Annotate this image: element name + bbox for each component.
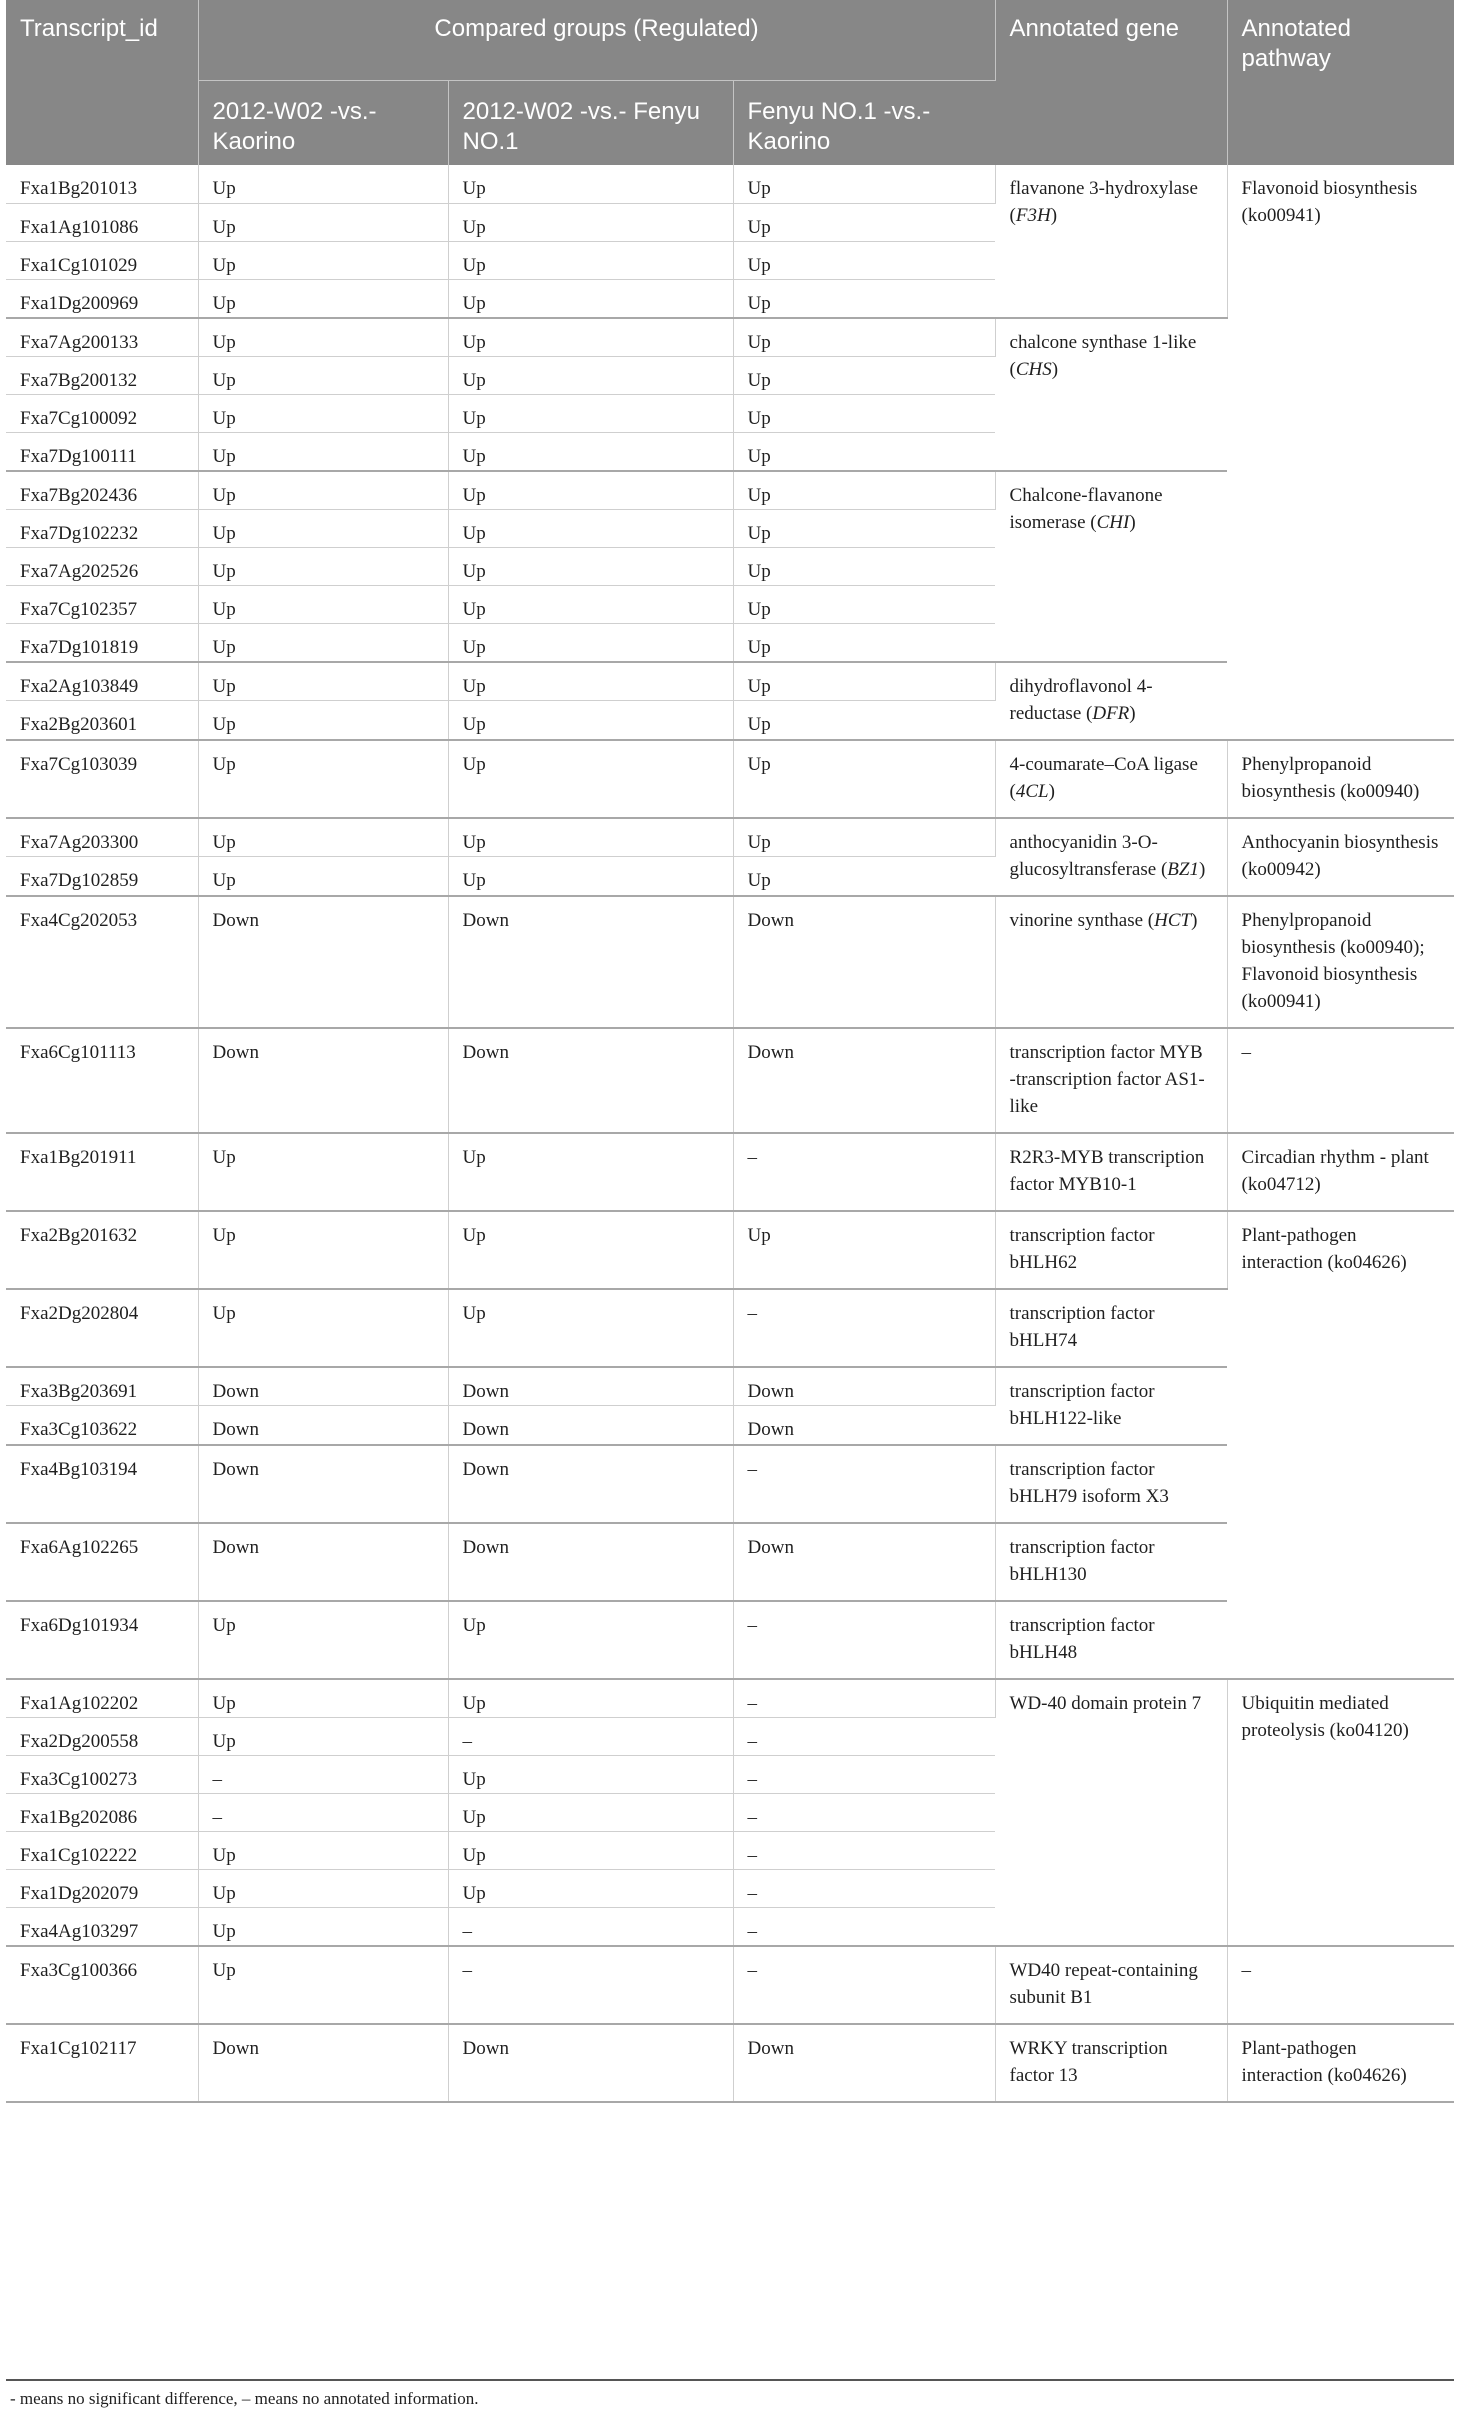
cell-annotated-gene [995, 1445, 1227, 1523]
cell-annotated-pathway: Plant-pathogen interaction (ko04626) [1227, 2024, 1454, 2102]
cell-group-2: Up [448, 662, 733, 701]
cell-group-3: – [733, 1133, 995, 1211]
cell-group-2: Up [448, 1601, 733, 1679]
cell-group-2: Up [448, 318, 733, 357]
cell-transcript-id: Fxa1Bg202086 [6, 1793, 198, 1831]
cell-group-3: – [733, 1755, 995, 1793]
cell-annotated-gene: 4-coumarate–CoA ligase (4CL) [995, 740, 1227, 818]
table-row [6, 740, 1454, 818]
cell-annotated-pathway: – [1227, 1028, 1454, 1133]
cell-transcript-id: Fxa6Ag102265 [6, 1523, 198, 1601]
cell-transcript-id: Fxa7Dg102859 [6, 857, 198, 896]
cell-group-1: Up [198, 1601, 448, 1679]
cell-transcript-id: Fxa3Cg100273 [6, 1755, 198, 1793]
transcript-table [6, 0, 1454, 2103]
cell-group-3: – [733, 1946, 995, 2024]
cell-group-1: Down [198, 1367, 448, 1406]
cell-transcript-id: Fxa2Ag103849 [6, 662, 198, 701]
cell-group-3: Up [733, 509, 995, 547]
cell-group-3: Down [733, 2024, 995, 2102]
cell-annotated-gene [995, 1289, 1227, 1367]
cell-annotated-gene [995, 1601, 1227, 1679]
cell-group-2: Down [448, 896, 733, 1028]
cell-group-2: Up [448, 1289, 733, 1367]
cell-group-1: Down [198, 1523, 448, 1601]
cell-annotated-pathway: – [1227, 1946, 1454, 2024]
cell-group-3: Down [733, 1523, 995, 1601]
cell-group-2: Up [448, 740, 733, 818]
cell-transcript-id: Fxa7Ag203300 [6, 818, 198, 857]
gene-name-text: 4-coumarate–CoA ligase [1009, 753, 1198, 775]
cell-group-3: Up [733, 279, 995, 318]
cell-transcript-id: Fxa7Bg200132 [6, 356, 198, 394]
cell-group-3: – [733, 1445, 995, 1523]
table-body [6, 165, 1454, 2102]
cell-transcript-id: Fxa3Cg103622 [6, 1406, 198, 1445]
cell-group-2: Down [448, 1523, 733, 1601]
table-row [6, 1211, 1454, 1289]
cell-transcript-id: Fxa7Cg102357 [6, 585, 198, 623]
cell-group-1: – [198, 1755, 448, 1793]
cell-annotated-pathway: Flavonoid biosynthesis (ko00941) [1227, 165, 1454, 740]
gene-name-text: transcription factor bHLH62 [1009, 1224, 1155, 1273]
cell-group-2: Up [448, 1211, 733, 1289]
table-row [6, 1946, 1454, 2024]
cell-annotated-gene [995, 1523, 1227, 1601]
cell-transcript-id: Fxa1Cg101029 [6, 241, 198, 279]
cell-transcript-id: Fxa7Cg103039 [6, 740, 198, 818]
cell-annotated-gene [995, 1367, 1227, 1445]
cell-group-1: Up [198, 394, 448, 432]
cell-group-1: Up [198, 1946, 448, 2024]
gene-name-text: WRKY transcription factor 13 [1009, 2037, 1168, 2086]
gene-name-text: WD40 repeat-containing subunit B1 [1009, 1959, 1198, 2008]
cell-group-1: Up [198, 318, 448, 357]
cell-transcript-id: Fxa7Cg100092 [6, 394, 198, 432]
cell-transcript-id: Fxa1Dg200969 [6, 279, 198, 318]
cell-group-3: Up [733, 1211, 995, 1289]
cell-transcript-id: Fxa7Dg100111 [6, 432, 198, 471]
cell-group-3: – [733, 1679, 995, 1718]
cell-group-2: Down [448, 1367, 733, 1406]
cell-annotated-gene [995, 1946, 1227, 2024]
cell-group-1: Down [198, 1028, 448, 1133]
cell-group-1: Up [198, 857, 448, 896]
cell-group-3: Up [733, 241, 995, 279]
cell-annotated-gene [995, 1679, 1227, 1946]
gene-name-text: transcription factor bHLH79 isoform X3 [1009, 1458, 1169, 1507]
cell-group-3: Up [733, 585, 995, 623]
cell-group-1: Up [198, 432, 448, 471]
cell-annotated-pathway: Phenylpropanoid biosynthesis (ko00940); Flavonoid biosynthesis (ko00941) [1227, 896, 1454, 1028]
cell-group-3: – [733, 1601, 995, 1679]
cell-group-2: Up [448, 394, 733, 432]
gene-symbol: BZ1 [1167, 858, 1199, 880]
cell-group-2: Up [448, 857, 733, 896]
cell-transcript-id: Fxa2Dg200558 [6, 1717, 198, 1755]
cell-transcript-id: Fxa7Dg102232 [6, 509, 198, 547]
cell-group-1: Up [198, 547, 448, 585]
table-row [6, 1679, 1454, 1718]
cell-group-2: Up [448, 241, 733, 279]
cell-annotated-gene: dihydroflavonol 4-reductase (DFR) [995, 662, 1227, 740]
gene-name-text: anthocyanidin 3-O-glucosyltransferase [1009, 831, 1161, 880]
cell-annotated-pathway: Anthocyanin biosynthesis (ko00942) [1227, 818, 1454, 896]
cell-group-2: Up [448, 432, 733, 471]
cell-group-1: Down [198, 1445, 448, 1523]
cell-group-2: Up [448, 818, 733, 857]
cell-transcript-id: Fxa2Dg202804 [6, 1289, 198, 1367]
cell-group-3: Up [733, 740, 995, 818]
cell-group-1: Up [198, 818, 448, 857]
table-row [6, 1028, 1454, 1133]
cell-transcript-id: Fxa4Ag103297 [6, 1907, 198, 1946]
header-group-2: 2012-W02 -vs.- Fenyu NO.1 [448, 81, 733, 166]
cell-annotated-pathway: Ubiquitin mediated proteolysis (ko04120) [1227, 1679, 1454, 1946]
cell-transcript-id: Fxa6Dg101934 [6, 1601, 198, 1679]
cell-transcript-id: Fxa1Cg102117 [6, 2024, 198, 2102]
cell-group-3: Down [733, 1406, 995, 1445]
cell-group-2: Up [448, 509, 733, 547]
cell-group-3: Up [733, 701, 995, 740]
cell-transcript-id: Fxa7Bg202436 [6, 471, 198, 510]
cell-annotated-gene [995, 1028, 1227, 1133]
cell-transcript-id: Fxa1Dg202079 [6, 1869, 198, 1907]
cell-group-2: Up [448, 279, 733, 318]
cell-group-3: Up [733, 662, 995, 701]
table-row [6, 1133, 1454, 1211]
cell-group-3: – [733, 1793, 995, 1831]
cell-transcript-id: Fxa7Ag202526 [6, 547, 198, 585]
gene-symbol: CHS [1015, 358, 1052, 380]
header-annotated-gene: Annotated gene [995, 0, 1227, 165]
table-row [6, 818, 1454, 857]
cell-group-1: – [198, 1793, 448, 1831]
cell-group-2: Up [448, 471, 733, 510]
cell-group-1: Up [198, 203, 448, 241]
cell-group-1: Down [198, 896, 448, 1028]
cell-group-2: Down [448, 1445, 733, 1523]
cell-group-3: Up [733, 394, 995, 432]
cell-transcript-id: Fxa4Cg202053 [6, 896, 198, 1028]
cell-group-1: Up [198, 1717, 448, 1755]
cell-group-1: Up [198, 1907, 448, 1946]
gene-symbol: F3H [1015, 205, 1051, 226]
cell-group-1: Up [198, 1133, 448, 1211]
gene-symbol: DFR [1092, 702, 1130, 724]
cell-group-1: Up [198, 1211, 448, 1289]
header-group-3: Fenyu NO.1 -vs.- Kaorino [733, 81, 995, 166]
cell-group-1: Up [198, 509, 448, 547]
cell-group-1: Up [198, 740, 448, 818]
cell-transcript-id: Fxa1Ag102202 [6, 1679, 198, 1718]
table-row [6, 896, 1454, 1028]
cell-group-3: – [733, 1907, 995, 1946]
table-bottom-rule [6, 2379, 1454, 2381]
cell-group-3: – [733, 1869, 995, 1907]
cell-transcript-id: Fxa1Bg201013 [6, 165, 198, 203]
table-row [6, 2024, 1454, 2102]
cell-group-3: Down [733, 1367, 995, 1406]
cell-group-2: Up [448, 165, 733, 203]
cell-group-2: Up [448, 1831, 733, 1869]
cell-annotated-gene [995, 1133, 1227, 1211]
header-compared-groups: Compared groups (Regulated) [198, 0, 995, 81]
gene-name-text: flavanone 3-hydroxylase [1009, 178, 1198, 199]
cell-group-2: – [448, 1717, 733, 1755]
cell-group-2: – [448, 1946, 733, 2024]
table-header [6, 0, 1454, 165]
cell-group-3: Up [733, 165, 995, 203]
cell-group-3: – [733, 1831, 995, 1869]
cell-group-2: – [448, 1907, 733, 1946]
cell-group-1: Up [198, 356, 448, 394]
cell-annotated-gene: chalcone synthase 1-like (CHS) [995, 318, 1227, 471]
cell-group-1: Up [198, 1869, 448, 1907]
cell-annotated-gene: vinorine synthase (HCT) [995, 896, 1227, 1028]
cell-group-3: Down [733, 896, 995, 1028]
cell-group-3: Up [733, 203, 995, 241]
cell-group-2: Up [448, 701, 733, 740]
gene-name-text: transcription factor bHLH48 [1009, 1614, 1155, 1663]
gene-name-text: Chalcone-flavanone isomerase [1009, 484, 1163, 533]
cell-group-2: Up [448, 1793, 733, 1831]
cell-group-2: Down [448, 1028, 733, 1133]
gene-name-text: WD-40 domain protein 7 [1009, 1692, 1202, 1714]
cell-group-2: Up [448, 1869, 733, 1907]
cell-group-1: Up [198, 241, 448, 279]
cell-annotated-pathway: Phenylpropanoid biosynthesis (ko00940) [1227, 740, 1454, 818]
header-annotated-pathway: Annotated pathway [1227, 0, 1454, 165]
cell-group-3: Up [733, 356, 995, 394]
cell-group-2: Up [448, 1679, 733, 1718]
cell-group-3: Up [733, 318, 995, 357]
cell-transcript-id: Fxa7Dg101819 [6, 623, 198, 662]
gene-name-text: transcription factor bHLH74 [1009, 1302, 1155, 1351]
cell-annotated-pathway: Plant-pathogen interaction (ko04626) [1227, 1211, 1454, 1679]
cell-group-2: Up [448, 1755, 733, 1793]
cell-group-1: Up [198, 623, 448, 662]
cell-group-1: Up [198, 1831, 448, 1869]
cell-transcript-id: Fxa3Cg100366 [6, 1946, 198, 2024]
cell-group-3: Down [733, 1028, 995, 1133]
cell-annotated-gene: flavanone 3-hydroxylase (F3H) [995, 165, 1227, 318]
cell-group-1: Up [198, 662, 448, 701]
cell-group-2: Up [448, 585, 733, 623]
table-row [6, 165, 1454, 203]
cell-group-2: Up [448, 203, 733, 241]
cell-group-3: – [733, 1289, 995, 1367]
cell-group-3: Up [733, 471, 995, 510]
cell-group-2: Down [448, 1406, 733, 1445]
gene-name-text: dihydroflavonol 4-reductase [1009, 675, 1153, 724]
cell-transcript-id: Fxa1Bg201911 [6, 1133, 198, 1211]
cell-group-1: Up [198, 279, 448, 318]
cell-annotated-gene [995, 2024, 1227, 2102]
gene-name-text: R2R3-MYB transcription factor MYB10-1 [1009, 1146, 1205, 1195]
cell-group-2: Down [448, 2024, 733, 2102]
cell-group-1: Down [198, 1406, 448, 1445]
gene-symbol: 4CL [1015, 780, 1049, 802]
cell-group-3: Up [733, 547, 995, 585]
cell-annotated-gene [995, 1211, 1227, 1289]
cell-group-1: Up [198, 471, 448, 510]
cell-group-1: Up [198, 1289, 448, 1367]
gene-symbol: CHI [1096, 511, 1130, 533]
gene-name-text: vinorine synthase [1009, 909, 1148, 931]
cell-group-3: – [733, 1717, 995, 1755]
cell-group-1: Up [198, 585, 448, 623]
cell-transcript-id: Fxa1Cg102222 [6, 1831, 198, 1869]
table-footnote: - means no significant difference, – means no annotated information. [10, 2389, 479, 2408]
gene-symbol: HCT [1154, 909, 1192, 931]
cell-annotated-pathway: Circadian rhythm - plant (ko04712) [1227, 1133, 1454, 1211]
cell-group-3: Up [733, 818, 995, 857]
cell-transcript-id: Fxa2Bg203601 [6, 701, 198, 740]
cell-group-2: Up [448, 623, 733, 662]
cell-group-1: Up [198, 165, 448, 203]
gene-name-text: transcription factor MYB -transcription factor AS1-like [1009, 1041, 1205, 1117]
cell-group-1: Up [198, 1679, 448, 1718]
cell-transcript-id: Fxa4Bg103194 [6, 1445, 198, 1523]
cell-transcript-id: Fxa6Cg101113 [6, 1028, 198, 1133]
cell-group-3: Up [733, 623, 995, 662]
cell-group-3: Up [733, 432, 995, 471]
cell-group-2: Up [448, 547, 733, 585]
gene-name-text: transcription factor bHLH122-like [1009, 1380, 1155, 1429]
cell-group-1: Up [198, 701, 448, 740]
cell-group-1: Down [198, 2024, 448, 2102]
table-container [6, 0, 1454, 2103]
cell-group-2: Up [448, 1133, 733, 1211]
cell-transcript-id: Fxa1Ag101086 [6, 203, 198, 241]
gene-name-text: transcription factor bHLH130 [1009, 1536, 1155, 1585]
cell-transcript-id: Fxa2Bg201632 [6, 1211, 198, 1289]
cell-annotated-gene: anthocyanidin 3-O-glucosyltransferase (BZ1) [995, 818, 1227, 896]
cell-transcript-id: Fxa3Bg203691 [6, 1367, 198, 1406]
header-group-1: 2012-W02 -vs.- Kaorino [198, 81, 448, 166]
header-transcript-id: Transcript_id [6, 0, 198, 165]
cell-group-2: Up [448, 356, 733, 394]
gene-name-text: chalcone synthase 1-like [1009, 331, 1197, 353]
cell-annotated-gene: Chalcone-flavanone isomerase (CHI) [995, 471, 1227, 662]
cell-transcript-id: Fxa7Ag200133 [6, 318, 198, 357]
cell-group-3: Up [733, 857, 995, 896]
